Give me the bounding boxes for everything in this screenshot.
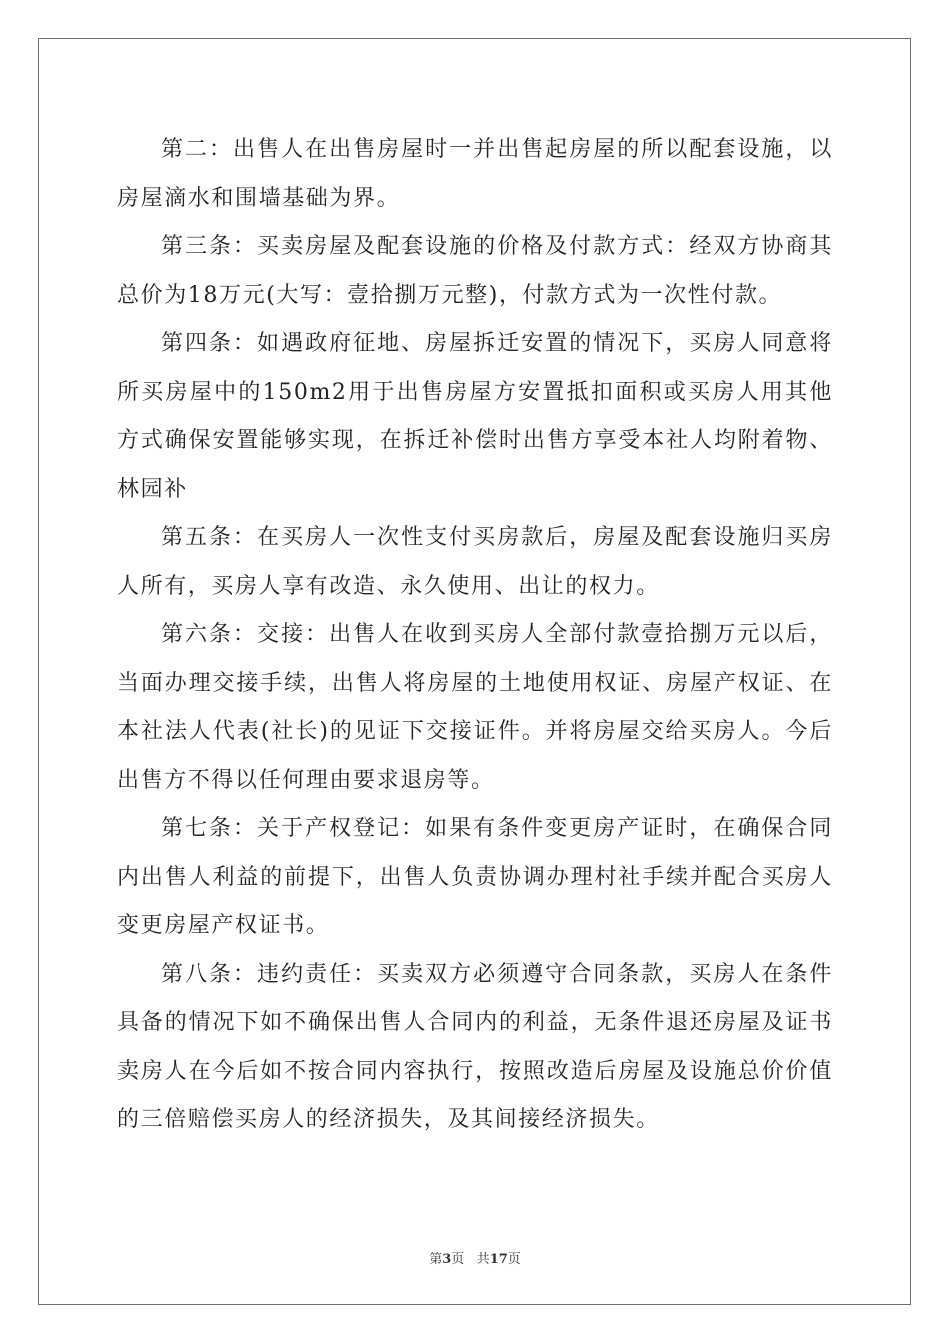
page-suffix: 页 [451,1252,465,1267]
clause-paragraph: 第六条：交接：出售人在收到买房人全部付款壹拾捌万元以后，当面办理交接手续，出售人将房屋的土地使用权证、房屋产权证、在本社法人代表(社长)的见证下交接证件。并将房屋交给买房人。今后出售方不得以任何理由要求退房等。 [117,622,833,793]
page-prefix: 第 [429,1252,443,1267]
total-prefix: 共 [476,1252,490,1267]
total-pages: 17 [489,1252,508,1267]
clause-paragraph: 第七条：关于产权登记：如果有条件变更房产证时，在确保合同内出售人利益的前提下，出售人负责协调办理村社手续并配合买房人变更房屋产权证书。 [117,816,833,938]
document-body [117,126,833,1145]
clause-paragraph: 第三条：买卖房屋及配套设施的价格及付款方式：经双方协商其总价为18万元(大写：壹拾捌万元整)，付款方式为一次性付款。 [117,234,833,308]
total-suffix: 页 [507,1252,521,1267]
clause-paragraph: 第八条：违约责任：买卖双方必须遵守合同条款，买房人在条件具备的情况下如不确保出售人合同内的利益，无条件退还房屋及证书卖房人在今后如不按合同内容执行，按照改造后房屋及设施总价价值的三倍赔偿买房人的经济损失，及其间接经济损失。 [117,961,833,1132]
page-footer [0,1248,950,1267]
clause-paragraph: 第四条：如遇政府征地、房屋拆迁安置的情况下，买房人同意将所买房屋中的150m2用于出售房屋方安置抵扣面积或买房人用其他方式确保安置能够实现，在拆迁补偿时出售方享受本社人均附着物、林园补 [117,331,833,502]
page-number: 3 [442,1252,452,1267]
clause-paragraph: 第二：出售人在出售房屋时一并出售起房屋的所以配套设施，以房屋滴水和围墙基础为界。 [117,137,833,211]
clause-paragraph: 第五条：在买房人一次性支付买房款后，房屋及配套设施归买房人所有，买房人享有改造、永久使用、出让的权力。 [117,525,833,599]
